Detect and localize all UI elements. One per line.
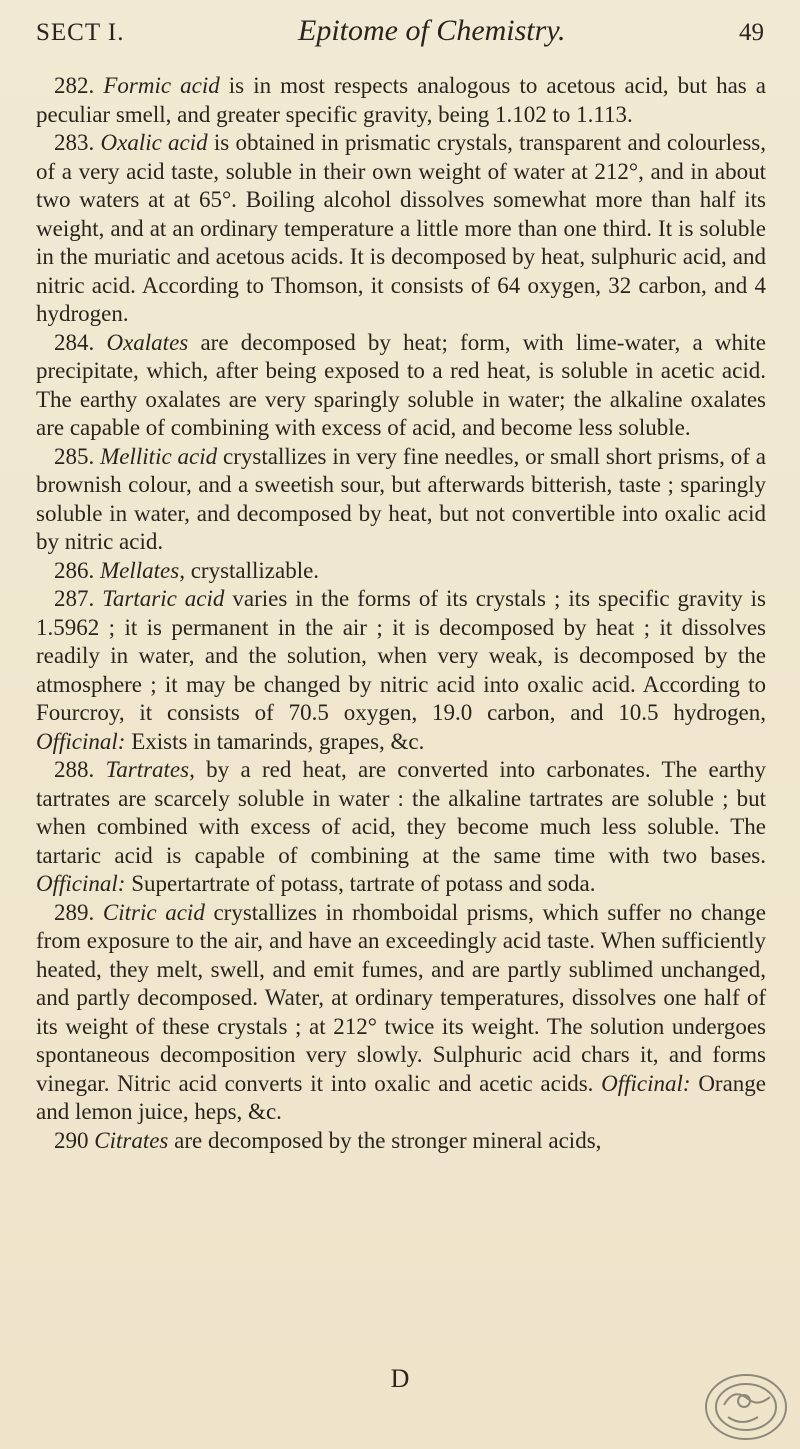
page-number: 49 <box>738 19 764 46</box>
paragraph-287 <box>36 585 766 756</box>
officinal-label: Officinal: <box>36 728 126 754</box>
para-text: are decomposed by heat; form, with lime-water, a white precipitate, which, after being exposed to a red heat, is soluble in acetic acid. The earthy oxalates are very sparingly soluble in water; the alkaline oxalates are capable of combining with excess of acid, and become less soluble. <box>36 329 766 440</box>
running-header <box>36 14 764 54</box>
officinal-label: Officinal: <box>601 1070 691 1096</box>
term: Tartrates, <box>105 757 195 782</box>
term: Oxalic acid <box>100 130 208 155</box>
paragraph-289 <box>36 899 766 1127</box>
para-number: 289. <box>54 899 95 925</box>
para-text: crystallizable. <box>184 557 320 583</box>
officinal-text: Orange and lemon juice, heps, &c. <box>36 1070 767 1124</box>
para-number: 290 <box>54 1127 89 1153</box>
paragraph-288 <box>36 756 766 899</box>
term: Mellates, <box>100 557 185 583</box>
para-number: 287. <box>54 586 95 611</box>
para-number: 283. <box>54 130 95 155</box>
para-number: 285. <box>54 443 95 469</box>
para-text: crystallizes in rhomboidal prisms, which suffer no change from exposure to the air, and have an exceedingly acid taste. When sufficiently heated, they melt, swell, and emit fumes, and are partly sublimed unchanged, and partly decomposed. Water, at ordinary temperatures, dissolves one half of its weight of these crystals ; at 212° twice its weight. The solution undergoes spontaneous decomposition very slowly. Sulphuric acid chars it, and forms vinegar. Nitric acid converts it into oxalic and acetic acids. <box>36 899 767 1096</box>
signature-mark: D <box>390 1364 410 1393</box>
para-text: are decomposed by the stronger mineral acids, <box>168 1127 602 1153</box>
para-text: by a red heat, are converted into carbonates. The earthy tartrates are scarcely soluble in water : the alkaline tartrates are soluble ; but when combined with excess of acid, they become much less soluble. The tartaric acid is capable of combining at the same time with two bases. <box>36 757 766 868</box>
paragraph-290 <box>36 1127 766 1156</box>
term: Citrates <box>94 1127 169 1153</box>
para-text: crystallizes in very fine needles, or small short prisms, of a brownish colour, and a sweetish sour, but afterwards bitterish, taste ; sparingly soluble in water, and decomposed by heat, but not convertible into oxalic acid by nitric acid. <box>36 443 766 554</box>
library-stamp-icon <box>684 1355 794 1445</box>
officinal-text: Supertartrate of potass, tartrate of potass and soda. <box>125 871 596 896</box>
paragraph-284 <box>36 329 766 443</box>
para-number: 284. <box>54 329 95 355</box>
paragraph-283 <box>36 129 766 329</box>
para-text: is in most respects analogous to acetous acid, but has a peculiar smell, and greater specific gravity, being 1.102 to 1.113. <box>36 73 767 127</box>
paragraph-285 <box>36 443 766 557</box>
paragraph-282 <box>36 72 766 129</box>
officinal-text: Exists in tamarinds, grapes, &c. <box>125 728 425 754</box>
term: Mellitic acid <box>100 443 218 469</box>
officinal-label: Officinal: <box>36 871 126 896</box>
term: Oxalates <box>106 329 189 355</box>
para-text: varies in the forms of its crystals ; its specific gravity is 1.5962 ; it is permanent in the air ; it is decomposed by heat ; it dissolves readily in water, and the solution, when very weak, is decomposed by the atmosphere ; it may be changed by nitric acid into oxalic acid. According to Fourcroy, it consists of 70.5 oxygen, 19.0 carbon, and 10.5 hydrogen, <box>36 586 767 725</box>
para-number: 288. <box>54 757 95 782</box>
term: Tartaric acid <box>102 586 225 611</box>
para-number: 286. <box>54 557 95 583</box>
section-label: SECT I. <box>36 19 125 46</box>
para-number: 282. <box>54 73 95 98</box>
page-title: Epitome of Chemistry. <box>298 14 566 47</box>
page-body <box>36 72 766 1155</box>
term: Formic acid <box>103 73 220 98</box>
para-text: is obtained in prismatic crystals, transparent and colourless, of a very acid taste, soluble in their own weight of water at 212°, and in about two waters at at 65°. Boiling alcohol dissolves somewhat more than half its weight, and at an ordinary temperature a little more than one third. It is soluble in the muriatic and acetous acids. It is decomposed by heat, sulphuric acid, and nitric acid. According to Thomson, it consists of 64 oxygen, 32 carbon, and 4 hydrogen. <box>36 130 767 326</box>
paragraph-286 <box>36 557 766 586</box>
term: Citric acid <box>102 899 205 925</box>
